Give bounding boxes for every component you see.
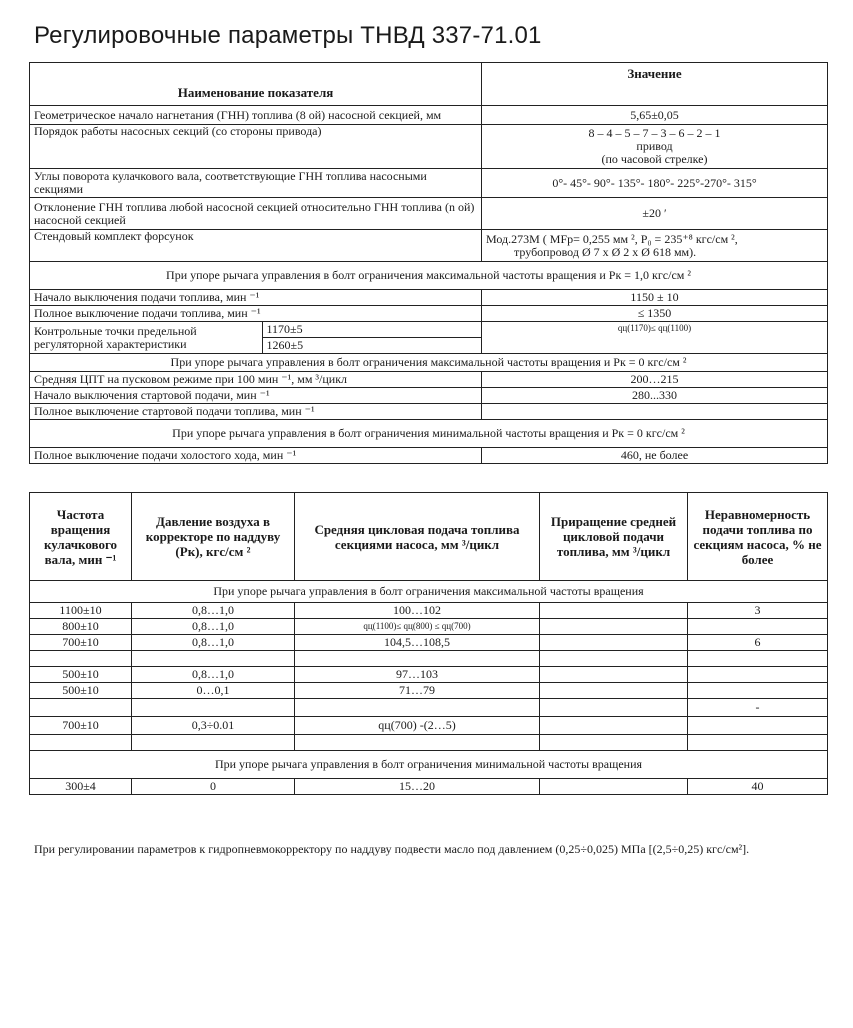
header-unevenness: Неравномерность подачи топлива по секциям насоса, % не более [688, 493, 828, 581]
row-value: 460, не более [482, 448, 828, 464]
control-points-cell [30, 322, 482, 354]
cell-pressure: 0,8…1,0 [132, 635, 295, 651]
cell-pressure: 0…0,1 [132, 683, 295, 699]
cell-pressure [132, 651, 295, 667]
row-name: Начало выключения стартовой подачи, мин ⁻¹ [30, 388, 482, 404]
table-row [30, 735, 828, 751]
cell-frequency: 700±10 [30, 635, 132, 651]
value-line: трубопровод Ø 7 х Ø 2 х Ø 618 мм). [514, 244, 697, 259]
table-row [30, 106, 828, 125]
section-row [30, 354, 828, 372]
row-value: 200…215 [482, 372, 828, 388]
cell-delivery [295, 735, 540, 751]
row-value: 1150 ± 10 [482, 290, 828, 306]
cell-frequency: 500±10 [30, 667, 132, 683]
row-name: Полное выключение стартовой подачи топлива, мин ⁻¹ [30, 404, 482, 420]
cell-pressure: 0 [132, 779, 295, 795]
header-frequency: Частота вращения кулачкового вала, мин ⁻¹ [30, 493, 132, 581]
table-row [30, 699, 828, 717]
table-row [30, 448, 828, 464]
table-row [30, 635, 828, 651]
cell-unevenness: - [688, 699, 828, 717]
row-name: Средняя ЦПТ на пусковом режиме при 100 мин ⁻¹, мм ³/цикл [30, 372, 482, 388]
cell-increment [540, 717, 688, 735]
table-row [30, 683, 828, 699]
table-row [30, 667, 828, 683]
cell-frequency [30, 651, 132, 667]
header-pressure: Давление воздуха в корректоре по наддуву (Рк), кгс/см ² [132, 493, 295, 581]
cell-increment [540, 683, 688, 699]
cell-frequency: 1100±10 [30, 603, 132, 619]
cell-pressure: 0,8…1,0 [132, 619, 295, 635]
value-line: (по часовой стрелке) [601, 152, 708, 166]
table-row [30, 169, 828, 198]
cell-unevenness: 3 [688, 603, 828, 619]
cell-increment [540, 735, 688, 751]
table-row [30, 603, 828, 619]
table-row [30, 230, 828, 262]
row-value: 280...330 [482, 388, 828, 404]
control-point-2: 1260±5 [266, 338, 304, 352]
row-value: ±20 ′ [482, 198, 828, 230]
row-name: Полное выключение подачи топлива, мин ⁻¹ [30, 306, 482, 322]
row-value [482, 404, 828, 420]
cell-frequency [30, 699, 132, 717]
cell-increment [540, 603, 688, 619]
section-row [30, 262, 828, 290]
value-line: Мод.273М ( MFр= 0,255 мм ², Р₀ = 235⁺⁸ кгс/см ², [486, 231, 738, 246]
cell-frequency: 800±10 [30, 619, 132, 635]
row-name: Порядок работы насосных секций (со стороны привода) [30, 125, 482, 169]
cell-unevenness [688, 717, 828, 735]
header-increment: Приращение средней цикловой подачи топлива, мм ³/цикл [540, 493, 688, 581]
cell-pressure [132, 699, 295, 717]
table-row [30, 322, 828, 354]
row-value: 5,65±0,05 [482, 106, 828, 125]
cell-pressure: 0,8…1,0 [132, 603, 295, 619]
control-point-1: 1170±5 [262, 322, 481, 338]
table-row [30, 290, 828, 306]
section-heading: При упоре рычага управления в болт ограничения минимальной частоты вращения и Рк = 0 кгс/см ² [30, 420, 828, 448]
test-conditions-table [29, 492, 828, 795]
row-value: qц(1170)≤ qц(1100) [482, 322, 828, 354]
row-name: Полное выключение подачи холостого хода, мин ⁻¹ [30, 448, 482, 464]
section-heading: При упоре рычага управления в болт ограничения максимальной частоты вращения и Рк = 1,0 кгс/см ² [30, 262, 828, 290]
table-row [30, 651, 828, 667]
cell-pressure [132, 735, 295, 751]
section-heading: При упоре рычага управления в болт ограничения максимальной частоты вращения [30, 581, 828, 603]
value-line: 8 – 4 – 5 – 7 – 3 – 6 – 2 – 1 [588, 126, 721, 140]
parameters-table [29, 62, 828, 464]
section-heading: При упоре рычага управления в болт ограничения минимальной частоты вращения [30, 751, 828, 779]
cell-delivery: 15…20 [295, 779, 540, 795]
header-delivery: Средняя цикловая подача топлива секциями насоса, мм ³/цикл [295, 493, 540, 581]
cell-increment [540, 699, 688, 717]
table-row [30, 717, 828, 735]
cell-delivery: 71…79 [295, 683, 540, 699]
cell-delivery: qц(700) -(2…5) [295, 717, 540, 735]
cell-increment [540, 779, 688, 795]
cell-increment [540, 635, 688, 651]
cell-delivery: 104,5…108,5 [295, 635, 540, 651]
page-title: Регулировочные параметры ТНВД 337-71.01 [34, 22, 542, 49]
section-row [30, 420, 828, 448]
cell-increment [540, 667, 688, 683]
section-row [30, 581, 828, 603]
cell-unevenness: 6 [688, 635, 828, 651]
row-name: Отклонение ГНН топлива любой насосной секцией относительно ГНН топлива (n ой) насосной секцией [30, 198, 482, 230]
value-line: привод [636, 139, 673, 153]
cell-frequency: 300±4 [30, 779, 132, 795]
cell-frequency [30, 735, 132, 751]
table-row [30, 306, 828, 322]
cell-delivery: 97…103 [295, 667, 540, 683]
cell-unevenness [688, 651, 828, 667]
cell-frequency: 700±10 [30, 717, 132, 735]
header-name: Наименование показателя [30, 63, 482, 106]
row-name: Углы поворота кулачкового вала, соответствующие ГНН топлива насосными секциями [30, 169, 482, 198]
table-header-row [30, 493, 828, 581]
cell-unevenness [688, 683, 828, 699]
cell-increment [540, 619, 688, 635]
table-row [30, 388, 828, 404]
row-name: Геометрическое начало нагнетания (ГНН) топлива (8 ой) насосной секцией, мм [30, 106, 482, 125]
cell-pressure: 0,8…1,0 [132, 667, 295, 683]
footnote: При регулировании параметров к гидропневмокорректору по наддуву подвести масло под давлением (0,25÷0,025) МПа [(2,5÷0,25) кгс/см²]. [34, 842, 750, 856]
cell-delivery: qц(1100)≤ qц(800) ≤ qц(700) [295, 619, 540, 635]
cell-delivery: 100…102 [295, 603, 540, 619]
row-value: 0°- 45°- 90°- 135°- 180°- 225°-270°- 315° [482, 169, 828, 198]
header-value: Значение [482, 63, 828, 106]
cell-unevenness [688, 735, 828, 751]
table-row [30, 372, 828, 388]
section-heading: При упоре рычага управления в болт ограничения максимальной частоты вращения и Рк = 0 кгс/см ² [30, 354, 828, 372]
cell-delivery [295, 651, 540, 667]
row-name: Начало выключения подачи топлива, мин ⁻¹ [30, 290, 482, 306]
section-row [30, 751, 828, 779]
table-row [30, 198, 828, 230]
table-row [30, 125, 828, 169]
row-value: ≤ 1350 [482, 306, 828, 322]
cell-unevenness [688, 667, 828, 683]
cell-pressure: 0,3÷0.01 [132, 717, 295, 735]
cell-unevenness: 40 [688, 779, 828, 795]
table-header-row [30, 63, 828, 106]
cell-unevenness [688, 619, 828, 635]
control-points-name: Контрольные точки предельной регуляторной характеристики [30, 322, 262, 353]
cell-frequency: 500±10 [30, 683, 132, 699]
table-row [30, 779, 828, 795]
cell-delivery [295, 699, 540, 717]
row-name: Стендовый комплект форсунок [30, 230, 482, 262]
row-value [482, 125, 828, 169]
cell-increment [540, 651, 688, 667]
table-row [30, 404, 828, 420]
row-value [482, 230, 828, 262]
table-row [30, 619, 828, 635]
